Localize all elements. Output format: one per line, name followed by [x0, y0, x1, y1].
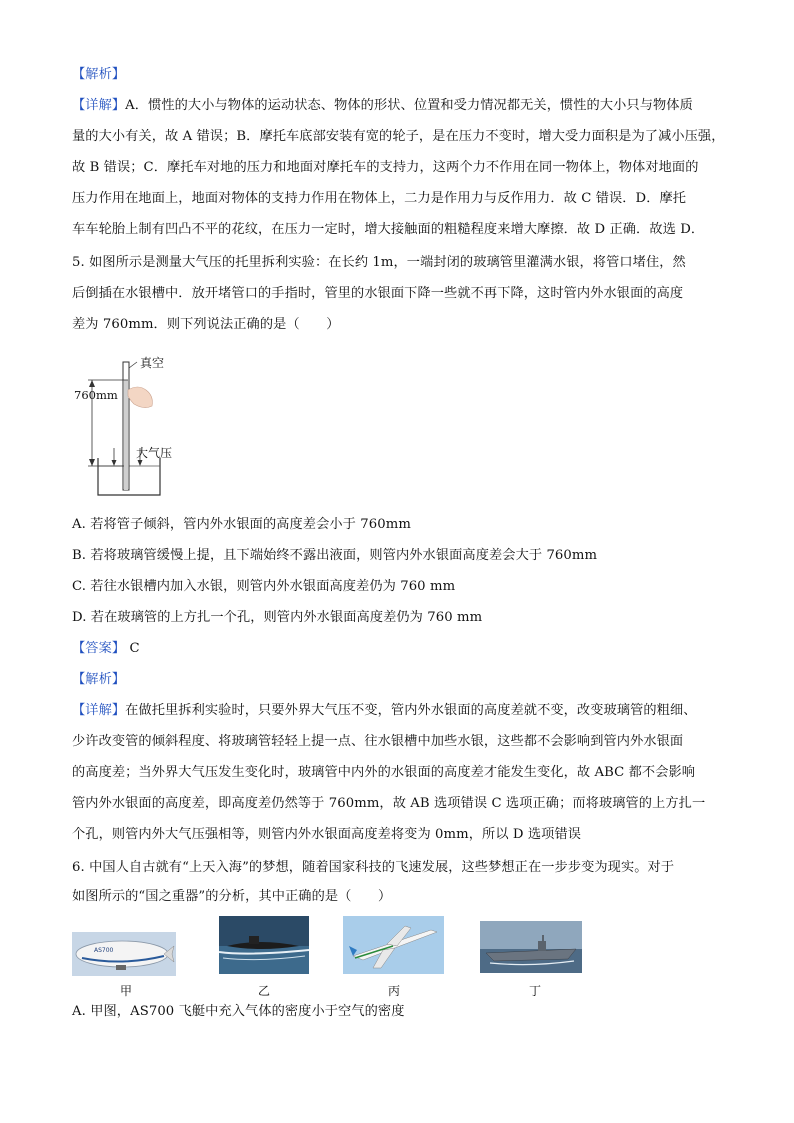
vacuum-label: 真空	[140, 356, 165, 370]
q5-option-a: A. 若将管子倾斜，管内外水银面的高度差会小于 760mm	[72, 517, 411, 532]
q4-detail-line-5: 车车轮胎上制有凹凸不平的花纹，在压力一定时，增大接触面的粗糙程度来增大摩擦．故 D 正确．故选 D．	[72, 222, 705, 237]
q4-detail-line-2: 量的大小有关，故 A 错误；B．摩托车底部安装有宽的轮子，是在压力不变时，增大受力面积是为了减小压强，	[72, 129, 725, 144]
detail-tag: 【详解】	[72, 703, 126, 718]
q5-option-d: D. 若在玻璃管的上方扎一个孔，则管内外水银面高度差仍为 760 mm	[72, 610, 483, 625]
q5-detail-line-5: 个孔，则管内外大气压强相等，则管内外水银面高度差将变为 0mm，所以 D 选项错误	[72, 827, 582, 842]
q4-detail-line-3: 故 B 错误；C．摩托车对地的压力和地面对摩托车的支持力，这两个力不作用在同一物体上，物体对地面的	[72, 160, 699, 175]
answer-tag: 【答案】	[72, 641, 126, 656]
q5-stem-line-3: 差为 760mm．则下列说法正确的是（ ）	[72, 317, 340, 332]
airship-image	[72, 932, 176, 976]
pressure-label: 大气压	[136, 446, 173, 460]
q4-detail-line-4: 压力作用在地面上，地面对物体的支持力作用在物体上，二力是作用力与反作用力．故 C 错误．D．摩托	[72, 191, 687, 206]
q4-detail-line-1: 【详解】A．惯性的大小与物体的运动状态、物体的形状、位置和受力情况都无关，惯性的大小只与物体质	[72, 98, 693, 113]
airship-lettering: AS700	[94, 947, 114, 954]
q6-stem-line-1: 6. 中国人自古就有“上天入海”的梦想，随着国家科技的飞速发展，这些梦想正在一步步变为现实。对于	[72, 860, 675, 875]
detail-tag: 【详解】	[72, 98, 126, 113]
answer-value: C	[129, 641, 140, 656]
caption-bing: 丙	[388, 984, 401, 998]
analysis-tag: 【解析】	[72, 67, 126, 82]
q5-stem-line-2: 后倒插在水银槽中．放开堵管口的手指时，管里的水银面下降一些就不再下降，这时管内外水银面的高度	[72, 286, 684, 301]
q5-detail-line-1: 【详解】在做托里拆利实验时，只要外界大气压不变，管内外水银面的高度差就不变，改变玻璃管的粗细、	[72, 703, 697, 718]
caption-yi: 乙	[258, 984, 271, 998]
carrier-image	[480, 921, 582, 973]
caption-jia: 甲	[120, 984, 133, 998]
q5-detail-line-3: 的高度差；当外界大气压发生变化时，玻璃管中内外的水银面的高度差才能发生变化，故 ABC 都不会影响	[72, 765, 696, 780]
q5-option-b: B. 若将玻璃管缓慢上提，且下端始终不露出液面，则管内外水银面高度差会大于 760mm	[72, 548, 598, 563]
airliner-image	[343, 916, 444, 974]
height-label: 760mm	[74, 388, 118, 402]
q5-detail-line-2: 少许改变管的倾斜程度、将玻璃管轻轻上提一点、往水银槽中加些水银，这些都不会影响到管内外水银面	[72, 734, 684, 749]
q5-stem-line-1: 5. 如图所示是测量大气压的托里拆利实验：在长约 1m，一端封闭的玻璃管里灌满水银，将管口堵住，然	[72, 255, 686, 270]
caption-ding: 丁	[529, 984, 542, 998]
q5-analysis-tag: 【解析】	[72, 672, 126, 687]
q6-stem-line-2: 如图所示的“国之重器”的分析，其中正确的是（ ）	[72, 889, 392, 904]
submarine-image	[219, 916, 309, 974]
q5-answer	[72, 640, 732, 658]
q5-detail-line-4: 管内外水银面的高度差，即高度差仍然等于 760mm，故 AB 选项错误 C 选项正确；而将玻璃管的上方扎一	[72, 796, 706, 811]
q6-option-a: A. 甲图，AS700 飞艇中充入气体的密度小于空气的密度	[72, 1004, 405, 1019]
q5-option-c: C. 若往水银槽内加入水银，则管内外水银面高度差仍为 760 mm	[72, 579, 456, 594]
torricelli-diagram	[70, 350, 190, 500]
